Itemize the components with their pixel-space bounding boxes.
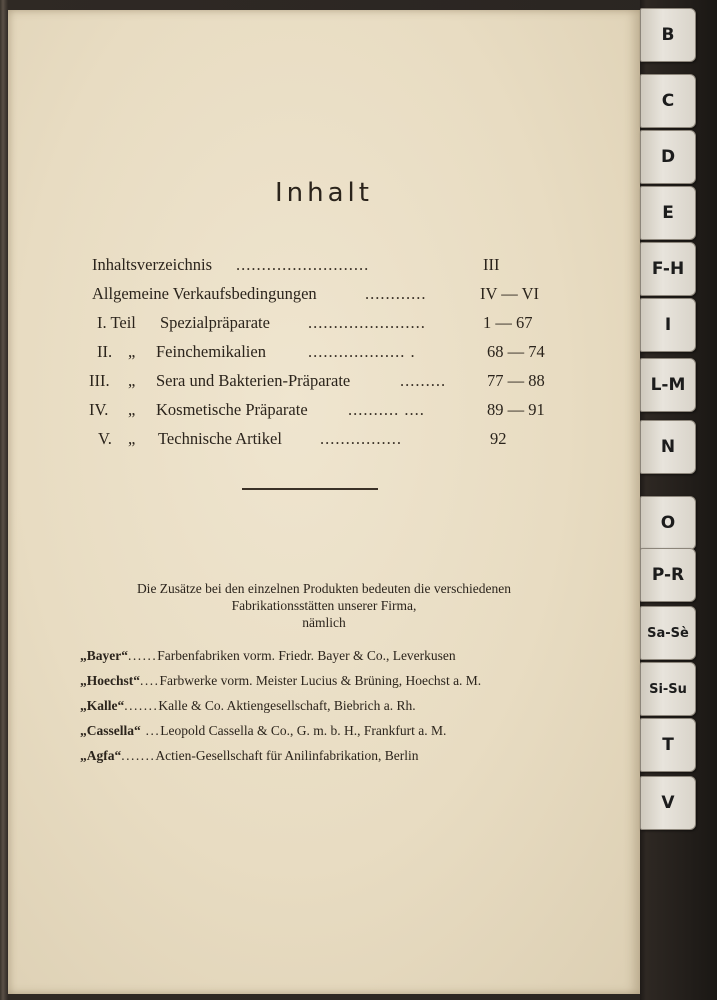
- toc-dots: .......... ....: [348, 400, 425, 419]
- toc-entry: [82, 308, 572, 337]
- manufacturer-description: Kalle & Co. Aktiengesellschaft, Biebrich a. Rh.: [158, 698, 416, 713]
- toc-number: IV.: [89, 400, 109, 419]
- toc-dots: ................... .: [308, 342, 416, 361]
- divider-rule: [242, 488, 378, 490]
- manufacturer-entry: [80, 643, 600, 668]
- index-tab-e[interactable]: E: [640, 186, 696, 240]
- manufacturer-entry: [80, 668, 600, 693]
- page: [8, 10, 640, 994]
- toc-ditto: „: [128, 400, 136, 419]
- toc-entry: [82, 279, 572, 308]
- toc-pages: IV — VI: [480, 284, 539, 303]
- manufacturer-list: [80, 643, 600, 768]
- index-tab-si-su[interactable]: Si-Su: [640, 662, 696, 716]
- toc-pages: 77 — 88: [487, 371, 545, 390]
- toc-pages: 1 — 67: [483, 313, 533, 332]
- toc-number: III.: [89, 371, 110, 390]
- manufacturer-tag: „Agfa“: [80, 748, 122, 763]
- manufacturer-description: Farbenfabriken vorm. Friedr. Bayer & Co., Leverkusen: [157, 648, 456, 663]
- toc-label: Spezialpräparate: [160, 313, 270, 332]
- manufacturer-tag: „Cassella“: [80, 723, 141, 738]
- manufacturer-entry: [80, 743, 600, 768]
- toc-label: Sera und Bakterien-Präparate: [156, 371, 351, 390]
- toc-entry: [82, 337, 572, 366]
- index-tab-f-h[interactable]: F-H: [640, 242, 696, 296]
- toc-pages: 92: [490, 429, 507, 448]
- index-tab-i[interactable]: I: [640, 298, 696, 352]
- toc-label: Allgemeine Verkaufsbedingungen: [92, 284, 317, 303]
- toc-label: Feinchemikalien: [156, 342, 266, 361]
- toc-pages: III: [483, 255, 500, 274]
- note-line: Die Zusätze bei den einzelnen Produkten bedeuten die verschiedenen: [136, 581, 512, 596]
- toc-pages: 89 — 91: [487, 400, 545, 419]
- table-of-contents: [82, 250, 572, 453]
- index-tab-o[interactable]: O: [640, 496, 696, 550]
- manufacturer-description: Actien-Gesellschaft für Anilinfabrikation, Berlin: [155, 748, 419, 763]
- note-line: nämlich: [302, 615, 346, 630]
- toc-ditto: „: [128, 342, 136, 361]
- manufacturer-dots: ....: [140, 673, 160, 688]
- toc-entry: [82, 395, 572, 424]
- toc-dots: ............: [365, 284, 427, 303]
- manufacturer-entry: [80, 718, 600, 743]
- toc-entry: [82, 424, 572, 453]
- manufacturer-dots: ...: [140, 723, 161, 738]
- manufacturer-description: Farbwerke vorm. Meister Lucius & Brüning, Hoechst a. M.: [159, 673, 482, 688]
- manufacturer-description: Leopold Cassella & Co., G. m. b. H., Frankfurt a. M.: [160, 723, 447, 738]
- index-tab-v[interactable]: V: [640, 776, 696, 830]
- notes-paragraph: [8, 580, 640, 631]
- toc-number: V.: [98, 429, 112, 448]
- toc-dots: .......................: [308, 313, 426, 332]
- toc-dots: .........: [400, 371, 447, 390]
- toc-entry: [82, 366, 572, 395]
- index-tab-p-r[interactable]: P-R: [640, 548, 696, 602]
- toc-entry: [82, 250, 572, 279]
- index-tab-t[interactable]: T: [640, 718, 696, 772]
- toc-ditto: „: [128, 429, 136, 448]
- toc-label: Technische Artikel: [158, 429, 282, 448]
- toc-ditto: „: [128, 371, 136, 390]
- manufacturer-tag: „Bayer“: [80, 648, 128, 663]
- manufacturer-dots: .......: [121, 748, 156, 763]
- note-line: Fabrikationsstätten unserer Firma,: [231, 598, 417, 613]
- manufacturer-dots: .......: [124, 698, 159, 713]
- manufacturer-dots: ......: [128, 648, 158, 663]
- manufacturer-tag: „Kalle“: [80, 698, 125, 713]
- toc-dots: ................: [320, 429, 402, 448]
- toc-number: II.: [97, 342, 113, 361]
- manufacturer-entry: [80, 693, 600, 718]
- toc-dots: ..........................: [236, 255, 370, 274]
- index-tab-c[interactable]: C: [640, 74, 696, 128]
- toc-label: Inhaltsverzeichnis: [92, 255, 213, 274]
- toc-pages: 68 — 74: [487, 342, 545, 361]
- manufacturer-tag: „Hoechst“: [80, 673, 140, 688]
- page-title: Inhalt: [275, 178, 373, 208]
- index-tab-l-m[interactable]: L-M: [640, 358, 696, 412]
- index-tab-b[interactable]: B: [640, 8, 696, 62]
- index-tab-sa-se[interactable]: Sa-Sè: [640, 606, 696, 660]
- index-tab-n[interactable]: N: [640, 420, 696, 474]
- index-tab-d[interactable]: D: [640, 130, 696, 184]
- toc-number: I. Teil: [97, 313, 136, 332]
- toc-label: Kosmetische Präparate: [156, 400, 308, 419]
